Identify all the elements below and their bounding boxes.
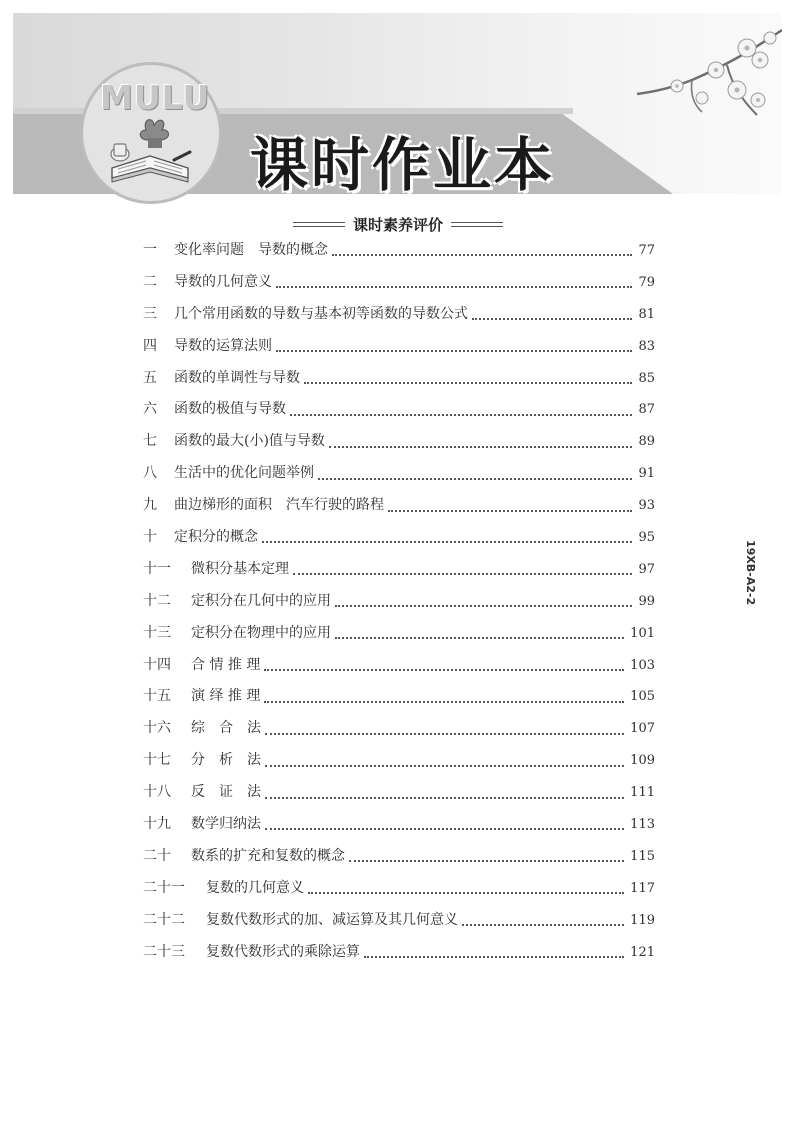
- toc-entry-leader-dots: [265, 827, 624, 830]
- section-heading-rule-left: [293, 222, 345, 227]
- toc-entry-title: 几个常用函数的导数与基本初等函数的导数公式: [174, 305, 468, 322]
- section-heading: [283, 212, 513, 236]
- toc-entry-page: 107: [630, 721, 655, 737]
- toc-entry[interactable]: [143, 745, 655, 777]
- toc-entry-number: 七: [143, 433, 157, 450]
- toc-entry-number: 六: [143, 401, 157, 418]
- toc-entry-number: 十: [143, 529, 157, 546]
- toc-entry[interactable]: [143, 841, 655, 873]
- table-of-contents: [143, 235, 655, 968]
- toc-entry-title: 函数的极值与导数: [174, 401, 286, 418]
- toc-entry-title: 导数的运算法则: [174, 337, 272, 354]
- toc-entry-page: 81: [638, 306, 655, 322]
- toc-entry[interactable]: [143, 905, 655, 937]
- toc-entry-leader-dots: [364, 955, 624, 958]
- toc-entry-number: 十五: [143, 688, 171, 705]
- toc-entry-page: 79: [638, 274, 655, 290]
- toc-entry[interactable]: [143, 363, 655, 395]
- toc-entry-leader-dots: [349, 859, 624, 862]
- open-book-illustration: [104, 112, 196, 192]
- toc-entry-page: 117: [630, 880, 655, 896]
- toc-entry-number: 四: [143, 337, 157, 354]
- side-code-label: 19XB-A2-2: [744, 540, 757, 606]
- toc-entry-page: 87: [638, 402, 655, 418]
- toc-entry[interactable]: [143, 809, 655, 841]
- toc-entry[interactable]: [143, 267, 655, 299]
- toc-entry-leader-dots: [335, 604, 632, 607]
- toc-entry[interactable]: [143, 713, 655, 745]
- toc-entry-page: 93: [638, 498, 655, 514]
- toc-entry-page: 115: [630, 848, 655, 864]
- toc-entry-page: 99: [638, 593, 655, 609]
- toc-entry-number: 二十二: [143, 911, 185, 928]
- toc-entry-leader-dots: [290, 413, 632, 416]
- toc-entry[interactable]: [143, 522, 655, 554]
- toc-entry[interactable]: [143, 937, 655, 969]
- toc-entry[interactable]: [143, 777, 655, 809]
- toc-entry-leader-dots: [262, 540, 632, 543]
- toc-entry[interactable]: [143, 873, 655, 905]
- toc-entry[interactable]: [143, 490, 655, 522]
- toc-entry-number: 二十三: [143, 943, 185, 960]
- toc-entry-number: 二: [143, 273, 157, 290]
- toc-entry-leader-dots: [332, 253, 632, 256]
- toc-entry[interactable]: [143, 650, 655, 682]
- toc-entry-page: 119: [630, 912, 655, 928]
- toc-entry-leader-dots: [308, 891, 624, 894]
- toc-entry-title: 函数的单调性与导数: [174, 369, 300, 386]
- toc-entry-leader-dots: [265, 796, 624, 799]
- toc-entry-title: 微积分基本定理: [191, 560, 289, 577]
- toc-entry-leader-dots: [388, 509, 632, 512]
- toc-entry-title: 曲边梯形的面积 汽车行驶的路程: [174, 497, 384, 514]
- toc-entry-leader-dots: [293, 572, 632, 575]
- toc-entry[interactable]: [143, 394, 655, 426]
- toc-entry-page: 121: [630, 944, 655, 960]
- toc-entry-title: 反 证 法: [191, 784, 261, 801]
- toc-entry-page: 91: [638, 466, 655, 482]
- toc-entry-title: 数系的扩充和复数的概念: [191, 847, 345, 864]
- toc-entry-page: 111: [630, 785, 655, 801]
- toc-entry-title: 复数的几何意义: [206, 879, 304, 896]
- section-heading-label: 课时素养评价: [352, 215, 443, 234]
- toc-entry-title: 合 情 推 理: [191, 656, 261, 673]
- toc-entry-page: 89: [638, 434, 655, 450]
- toc-entry[interactable]: [143, 426, 655, 458]
- toc-entry-page: 101: [630, 625, 655, 641]
- toc-entry-title: 综 合 法: [191, 720, 261, 737]
- toc-entry-number: 十七: [143, 752, 171, 769]
- toc-entry-page: 95: [638, 530, 655, 546]
- toc-entry-leader-dots: [265, 764, 624, 767]
- toc-entry-title: 复数代数形式的加、减运算及其几何意义: [206, 911, 458, 928]
- toc-entry-number: 十九: [143, 816, 171, 833]
- toc-entry-page: 77: [638, 243, 655, 258]
- toc-entry[interactable]: [143, 235, 655, 267]
- toc-entry-number: 十二: [143, 592, 171, 609]
- toc-entry-title: 数学归纳法: [191, 816, 261, 833]
- toc-entry-title: 定积分在几何中的应用: [191, 592, 331, 609]
- toc-entry-number: 五: [143, 369, 157, 386]
- toc-entry-title: 函数的最大(小)值与导数: [174, 433, 325, 450]
- toc-entry-number: 一: [143, 242, 157, 258]
- toc-entry-number: 十八: [143, 784, 171, 801]
- toc-entry-title: 复数代数形式的乘除运算: [206, 943, 360, 960]
- toc-entry-page: 85: [638, 370, 655, 386]
- toc-entry-leader-dots: [265, 732, 624, 735]
- toc-entry-number: 十四: [143, 656, 171, 673]
- toc-entry-leader-dots: [329, 445, 633, 448]
- toc-entry-number: 十一: [143, 560, 171, 577]
- toc-entry[interactable]: [143, 554, 655, 586]
- toc-entry-number: 九: [143, 497, 157, 514]
- toc-entry-page: 113: [630, 817, 655, 833]
- toc-entry-title: 生活中的优化问题举例: [174, 465, 314, 482]
- toc-entry-leader-dots: [276, 349, 632, 352]
- plum-blossom-illustration: [632, 20, 782, 120]
- toc-entry-title: 定积分的概念: [174, 529, 258, 546]
- toc-entry[interactable]: [143, 618, 655, 650]
- toc-entry-title: 导数的几何意义: [174, 273, 272, 290]
- toc-entry-page: 83: [638, 338, 655, 354]
- toc-entry-number: 八: [143, 465, 157, 482]
- toc-entry-leader-dots: [276, 285, 632, 288]
- toc-entry-title: 演 绎 推 理: [191, 688, 261, 705]
- toc-entry-leader-dots: [304, 381, 632, 384]
- toc-entry-number: 二十: [143, 847, 171, 864]
- toc-entry-number: 十三: [143, 624, 171, 641]
- toc-entry-title: 定积分在物理中的应用: [191, 624, 331, 641]
- page-title: 课时作业本: [250, 131, 556, 199]
- toc-entry-leader-dots: [462, 923, 624, 926]
- section-heading-rule-right: [451, 222, 503, 227]
- toc-entry[interactable]: [143, 586, 655, 618]
- toc-entry-title: 分 析 法: [191, 752, 261, 769]
- toc-entry-leader-dots: [472, 317, 632, 320]
- toc-entry-leader-dots: [264, 700, 624, 703]
- toc-entry-number: 十六: [143, 720, 171, 737]
- toc-entry[interactable]: [143, 331, 655, 363]
- toc-entry-page: 109: [630, 753, 655, 769]
- toc-entry-leader-dots: [318, 477, 632, 480]
- toc-entry[interactable]: [143, 458, 655, 490]
- toc-entry-leader-dots: [335, 636, 624, 639]
- toc-entry-number: 二十一: [143, 879, 185, 896]
- toc-entry[interactable]: [143, 299, 655, 331]
- toc-entry-number: 三: [143, 305, 157, 322]
- toc-entry-page: 97: [638, 561, 655, 577]
- toc-entry-page: 103: [630, 657, 655, 673]
- toc-entry-leader-dots: [264, 668, 624, 671]
- toc-entry-page: 105: [630, 689, 655, 705]
- mulu-badge-text: MULU: [100, 78, 211, 117]
- toc-entry-title: 变化率问题 导数的概念: [174, 242, 328, 258]
- toc-entry[interactable]: [143, 681, 655, 713]
